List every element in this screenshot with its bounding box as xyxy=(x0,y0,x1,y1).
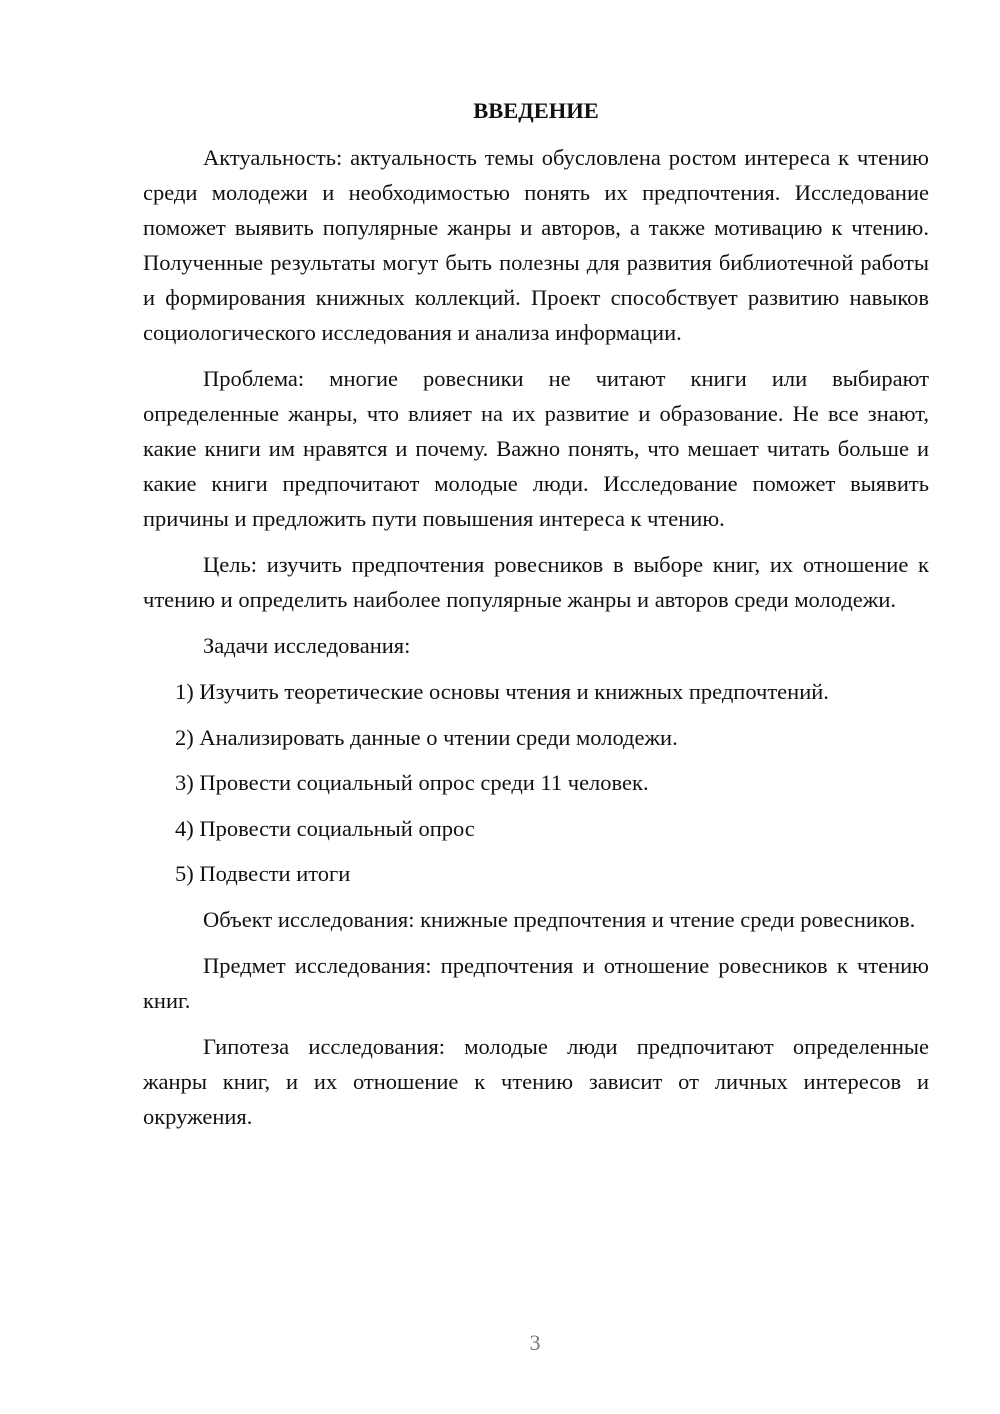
page-number: 3 xyxy=(529,1330,541,1355)
task-item: 3) Провести социальный опрос среди 11 человек. xyxy=(175,770,649,795)
relevance-paragraph: Актуальность: актуальность темы обусловлена ростом интереса к чтению среди молодежи и необходимостью понять их предпочтения. Исследование поможет выявить популярные жанры и авторов, а также мотивацию к чтению. Полученные результаты могут быть полезны для развития библиотечной работы и формирования книжных коллекций. Проект способствует развитию навыков социологического исследования и анализа информации. xyxy=(143,145,929,345)
goal-paragraph: Цель: изучить предпочтения ровесников в выборе книг, их отношение к чтению и определить наиболее популярные жанры и авторов среди молодежи. xyxy=(143,552,929,612)
hypothesis-paragraph: Гипотеза исследования: молодые люди предпочитают определенные жанры книг, и их отношение к чтению зависит от личных интересов и окружения. xyxy=(143,1033,929,1129)
tasks-title: Задачи исследования: xyxy=(203,633,411,658)
problem-paragraph: Проблема: многие ровесники не читают книги или выбирают определенные жанры, что влияет на их развитие и образование. Не все знают, какие книги им нравятся и почему. Важно понять, что мешает читать больше и какие книги предпочитают молодые люди. Исследование поможет выявить причины и предложить пути повышения интереса к чтению. xyxy=(143,366,929,531)
subject-paragraph: Предмет исследования: предпочтения и отношение ровесников к чтению книг. xyxy=(143,952,929,1013)
section-heading: ВВЕДЕНИЕ xyxy=(473,98,599,123)
task-list xyxy=(143,674,929,891)
task-item: 1) Изучить теоретические основы чтения и книжных предпочтений. xyxy=(175,679,829,704)
task-item: 4) Провести социальный опрос xyxy=(175,815,475,841)
task-item: 2) Анализировать данные о чтении среди молодежи. xyxy=(175,724,678,750)
object-paragraph: Объект исследования: книжные предпочтения и чтение среди ровесников. xyxy=(203,906,916,932)
page-content xyxy=(143,94,929,1145)
task-item: 5) Подвести итоги xyxy=(175,861,351,886)
